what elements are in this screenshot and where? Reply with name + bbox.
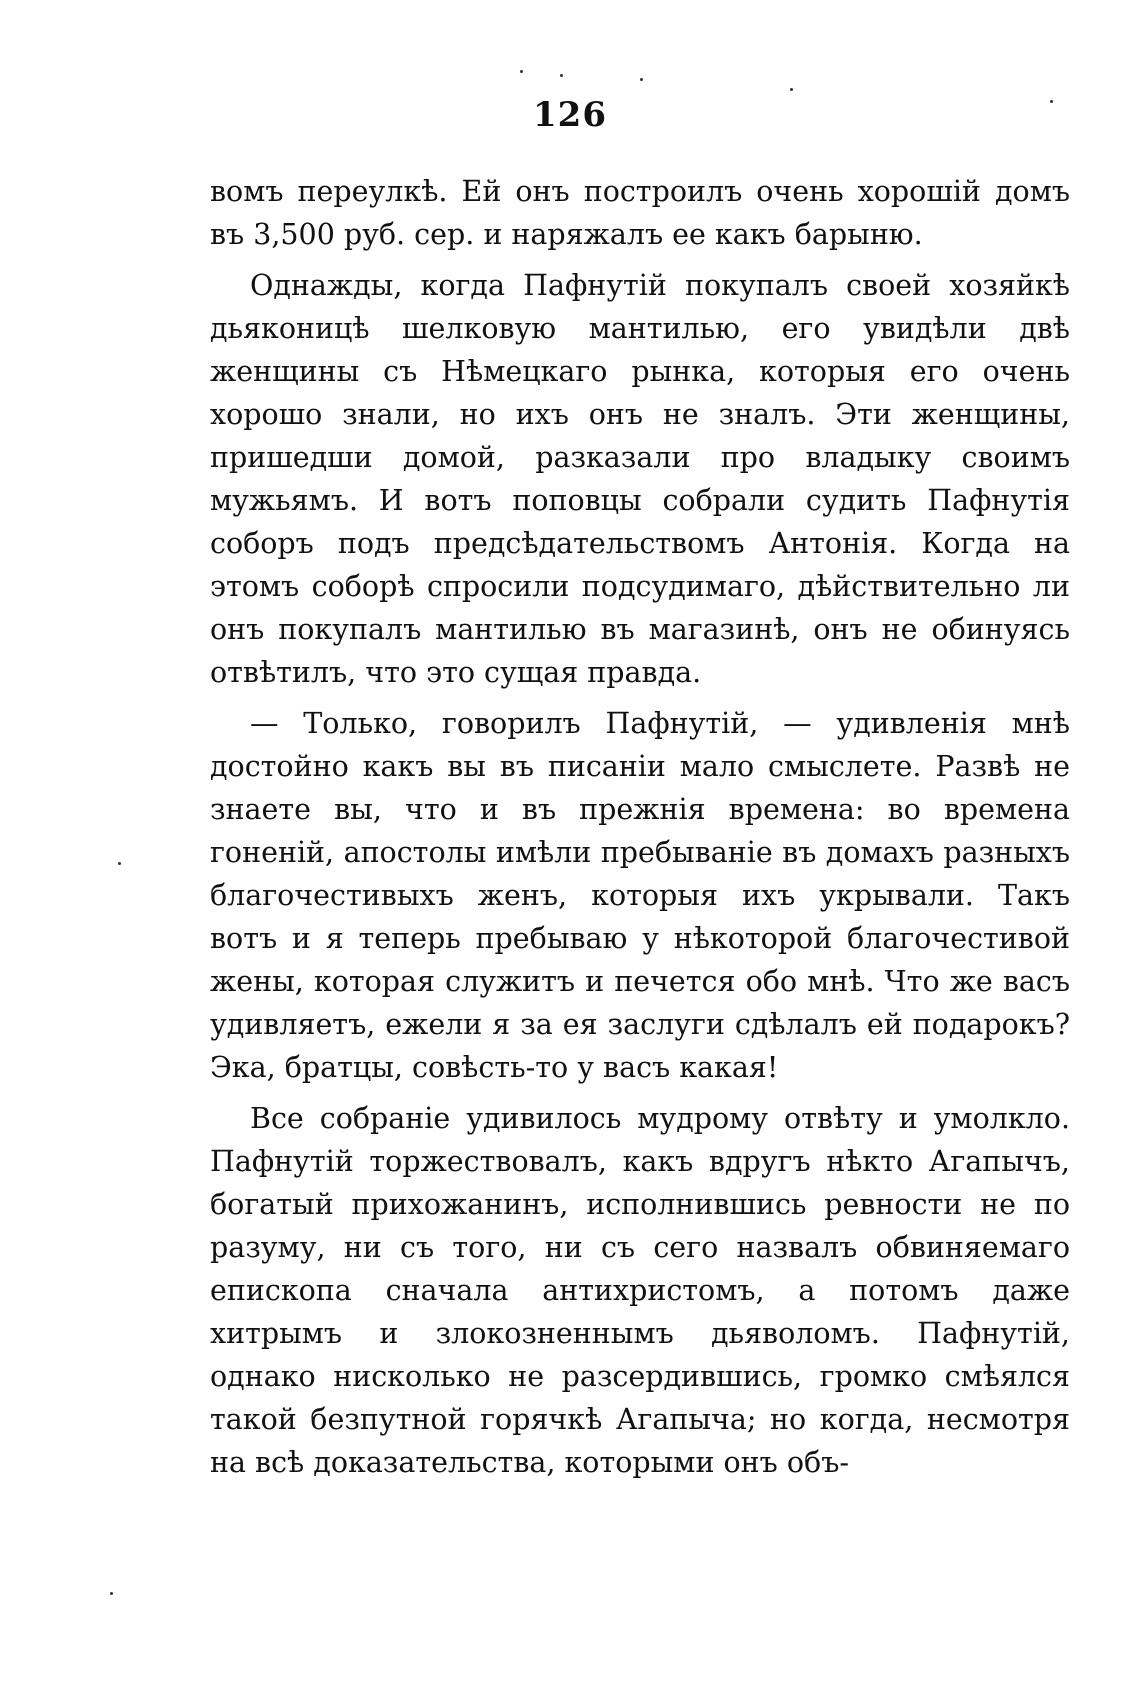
scan-speck (560, 74, 563, 77)
scan-speck (640, 78, 643, 81)
paragraph-agapych-outburst: Все собраніе удивилось мудрому отвѣту и умолкло. Пафнутій торжествовалъ, какъ вдругъ нѣкто Агапычъ, богатый прихожанинъ, исполнившись ревности не по разуму, ни съ того, ни съ сего назвалъ обвиняемаго епископа сначала антихристомъ, а потомъ даже хитрымъ и злокозненнымъ дьяволомъ. Пафнутій, однако нисколько не разсердившись, громко смѣялся такой безпутной горячкѣ Агапыча; но когда, несмотря на всѣ доказательства, которыми онъ объ- (210, 1102, 1070, 1479)
paragraph-continuation: вомъ переулкѣ. Ей онъ построилъ очень хорошій домъ въ 3,500 руб. сер. и наряжалъ ее какъ барыню. (210, 175, 1070, 251)
scan-speck (110, 1592, 113, 1595)
scan-speck (1050, 100, 1053, 103)
paragraph-pafnuty-speech: — Только, говорилъ Пафнутій, — удивленія мнѣ достойно какъ вы въ писаніи мало смыслете. Развѣ не знаете вы, что и въ прежнія времена: во времена гоненій, апостолы имѣли пребываніе въ домахъ разныхъ благочестивыхъ женъ, которыя ихъ укрывали. Такъ вотъ и я теперь пребываю у нѣкоторой благочестивой жены, которая служитъ и печется обо мнѣ. Что же васъ удивляетъ, ежели я за ея заслуги сдѣлалъ ей подарокъ? Эка, братцы, совѣсть-то у васъ какая! (210, 707, 1070, 1084)
scan-speck (118, 862, 121, 865)
body-text (210, 170, 1070, 1484)
page-number: 126 (533, 95, 607, 135)
scan-speck (790, 88, 793, 91)
scan-speck (520, 70, 523, 73)
paragraph-shopping-incident: Однажды, когда Пафнутій покупалъ своей хозяйкѣ дьяконицѣ шелковую мантилью, его увидѣли двѣ женщины съ Нѣмецкаго рынка, которыя его очень хорошо знали, но ихъ онъ не зналъ. Эти женщины, пришедши домой, разказали про владыку своимъ мужьямъ. И вотъ поповцы собрали судить Пафнутія соборъ подъ предсѣдательствомъ Антонія. Когда на этомъ соборѣ спросили подсудимаго, дѣйствительно ли онъ покупалъ мантилью въ магазинѣ, онъ не обинуясь отвѣтилъ, что это сущая правда. (210, 269, 1070, 689)
